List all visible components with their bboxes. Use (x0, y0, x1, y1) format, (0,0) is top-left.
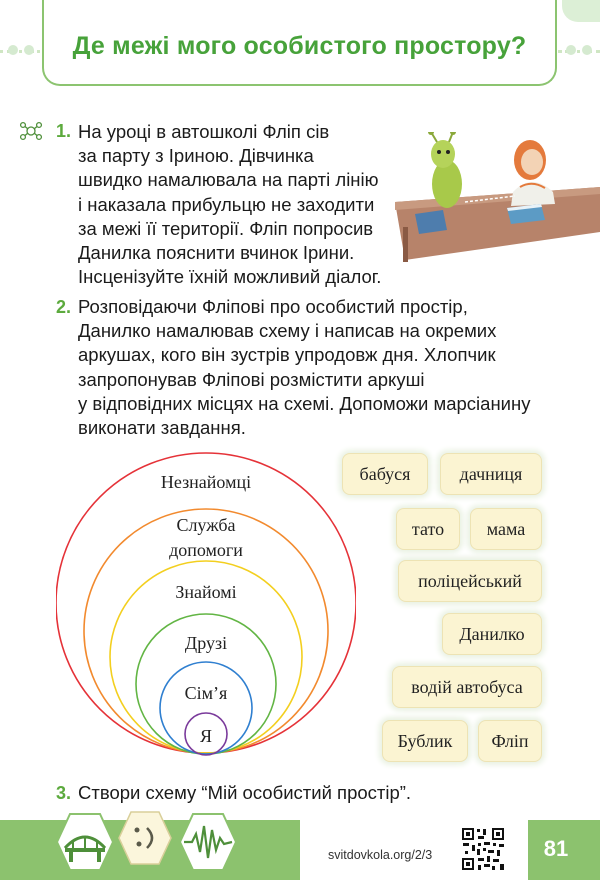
task-3-number: 3. (56, 783, 72, 803)
ring-label-help-line2: допомоги (169, 540, 243, 560)
ring-label-family: Сім’я (184, 683, 228, 703)
ring-label-self: Я (199, 726, 212, 746)
card-danylko[interactable]: Данилко (442, 613, 542, 655)
task-line: у відповідних місцях на схемі. Допоможи марсіанину (78, 392, 531, 414)
card-police-officer[interactable]: поліцейський (398, 560, 542, 602)
ring-label-strangers: Незнайомці (160, 472, 252, 492)
header-dot (24, 45, 34, 55)
page-title: Де межі мого особистого простору? (72, 32, 527, 60)
card-grandma[interactable]: бабуся (342, 453, 428, 495)
ring-strangers (56, 453, 356, 753)
header-dot (582, 45, 592, 55)
card-dad[interactable]: тато (396, 508, 460, 550)
task-line: за парту з Іриною. Дівчинка (78, 145, 314, 167)
footer-url[interactable]: svitdovkola.org/2/3 (328, 848, 433, 862)
ring-label-friends: Друзі (184, 633, 228, 653)
header-dotted-line-right (558, 50, 600, 53)
ring-label-help-line1: Служба (176, 515, 236, 535)
card-bublyk[interactable]: Бублик (382, 720, 468, 762)
sound-wave-icon (178, 812, 238, 872)
card-mom[interactable]: мама (470, 508, 542, 550)
group-work-icon (18, 120, 44, 142)
corner-tab (562, 0, 600, 22)
task-line: і наказала прибульцю не заходити (78, 193, 375, 215)
personal-space-diagram (56, 450, 356, 760)
page-number: 81 (543, 836, 569, 861)
task-1-text (78, 120, 381, 289)
circles-graphic (56, 450, 356, 760)
task-line: Інсценізуйте їхній можливий діалог. (78, 266, 382, 288)
header-dot (566, 45, 576, 55)
classroom-illustration (395, 132, 600, 262)
card-gardener[interactable]: дачниця (440, 453, 542, 495)
task-line: Данилка пояснити вчинок Ірини. (78, 242, 355, 264)
smile-icon (117, 810, 173, 866)
task-line: швидко намалювала на парті лінію (78, 169, 379, 191)
task-line: Данилко намалював схему і написав на окремих (78, 320, 497, 342)
task-line: Створи схему “Мій особистий простір”. (78, 782, 412, 803)
task-line: Розповідаючи Фліпові про особистий простір, (78, 296, 468, 317)
card-flip[interactable]: Фліп (478, 720, 542, 762)
task-3-text (78, 781, 411, 805)
header-dotted-line-left (0, 50, 40, 53)
card-bus-driver[interactable]: водій автобуса (392, 666, 542, 708)
task-1-number: 1. (56, 121, 72, 141)
task-line: аркушах, кого він зустрів упродовж дня. Хлопчик (78, 344, 496, 366)
task-line: запропонував Фліпові розмістити аркуші (78, 368, 425, 390)
task-line: за межі її території. Фліп попросив (78, 217, 374, 239)
bridge-icon (55, 812, 115, 872)
qr-code-icon[interactable] (460, 826, 506, 872)
task-line: На уроці в автошколі Фліп сів (78, 121, 330, 142)
task-2-text (78, 295, 530, 440)
task-2-number: 2. (56, 297, 72, 317)
ring-label-acquaintances: Знайомі (175, 582, 237, 602)
task-line: виконати завдання. (78, 417, 246, 439)
header-dot (8, 45, 18, 55)
